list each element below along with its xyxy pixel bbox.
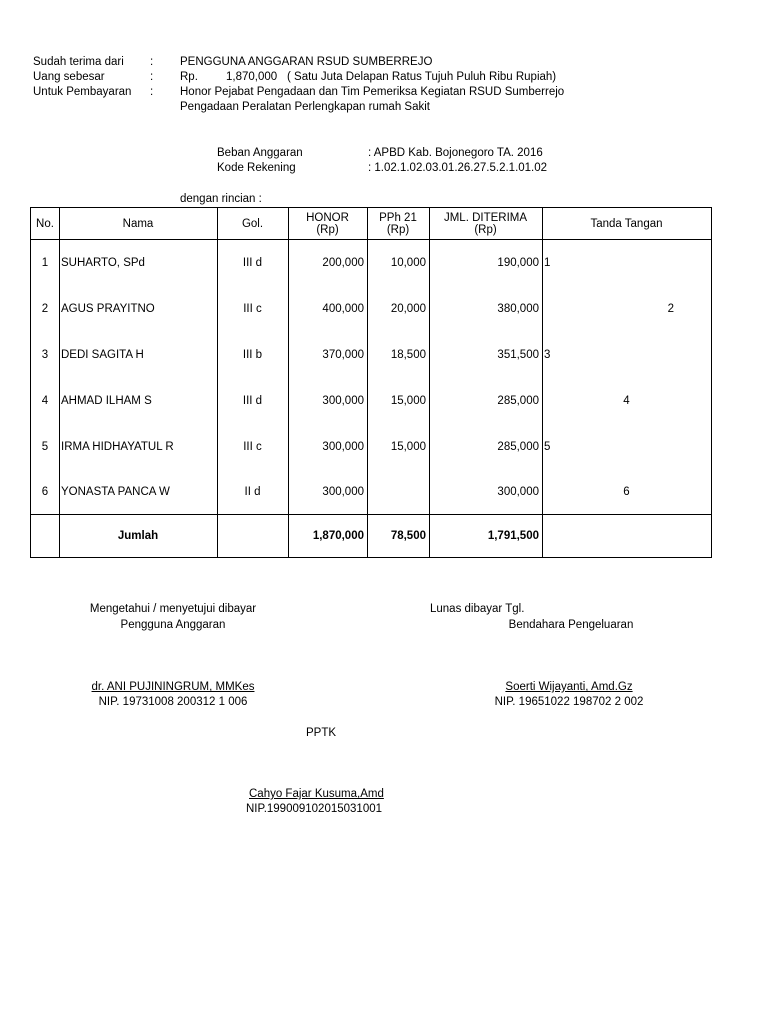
col-nama-header: Nama [122, 217, 154, 230]
colon: : [150, 56, 154, 68]
row-honor: 300,000 [322, 395, 364, 407]
colon: : [150, 86, 154, 98]
pph-header-line2: (Rp) [386, 223, 410, 236]
col-gol-header: Gol. [241, 217, 264, 230]
left-title: Mengetahui / menyetujui dibayar [89, 603, 257, 615]
table-row [31, 424, 711, 470]
row-gol: III b [242, 349, 263, 361]
total-pph: 78,500 [390, 530, 426, 542]
col-ttd-header: Tanda Tangan [590, 217, 663, 230]
row-jml: 351,500 [497, 349, 539, 361]
received-from-label: Sudah terima dari [33, 56, 124, 68]
row-honor: 300,000 [322, 441, 364, 453]
row-sign: 1 [544, 257, 551, 269]
row-sign: 6 [623, 486, 630, 498]
honor-header-line1: HONOR [306, 211, 349, 224]
beban-label: Beban Anggaran [217, 147, 303, 159]
right-name: Soerti Wijayanti, Amd.Gz [505, 681, 633, 693]
row-jml: 380,000 [497, 303, 539, 315]
col-honor-header [288, 208, 367, 239]
row-sign: 2 [667, 303, 674, 315]
row-nama: IRMA HIDHAYATUL R [61, 441, 174, 453]
col-no-header: No. [36, 217, 54, 230]
table-row [31, 378, 711, 424]
table-row [31, 240, 711, 286]
row-honor: 400,000 [322, 303, 364, 315]
row-nama: SUHARTO, SPd [61, 257, 145, 269]
received-from-value: PENGGUNA ANGGARAN RSUD SUMBERREJO [180, 56, 433, 68]
row-gol: III c [243, 441, 262, 453]
amount-words: ( Satu Juta Delapan Ratus Tujuh Puluh Ribu Rupiah) [287, 71, 557, 83]
table-row [31, 286, 711, 332]
table-row [31, 470, 711, 514]
purpose-label: Untuk Pembayaran [33, 86, 132, 98]
right-title: Lunas dibayar Tgl. [430, 603, 525, 615]
honor-header-line2: (Rp) [316, 223, 339, 236]
row-no: 3 [41, 349, 49, 361]
right-role: Bendahara Pengeluaran [508, 619, 634, 631]
col-pph-header [367, 208, 429, 239]
purpose-line-2: Pengadaan Peralatan Perlengkapan rumah Sakit [180, 101, 430, 113]
amount-label: Uang sebesar [33, 71, 105, 83]
row-sign: 3 [544, 349, 551, 361]
row-gol: III c [243, 303, 262, 315]
row-no: 1 [41, 257, 49, 269]
detail-caption: dengan rincian : [180, 193, 262, 205]
jml-header-line1: JML. DITERIMA [443, 211, 528, 224]
total-jml: 1,791,500 [487, 530, 539, 542]
pptk-title: PPTK [306, 727, 337, 739]
row-honor: 200,000 [322, 257, 364, 269]
row-sign: 5 [544, 441, 551, 453]
pph-header-line1: PPh 21 [379, 211, 417, 224]
amount-currency: Rp. [180, 71, 198, 83]
row-pph: 15,000 [390, 395, 426, 407]
row-jml: 300,000 [497, 486, 539, 498]
row-jml: 190,000 [497, 257, 539, 269]
row-nama: DEDI SAGITA H [61, 349, 144, 361]
right-nip: NIP. 19651022 198702 2 002 [494, 696, 644, 708]
row-jml: 285,000 [497, 441, 539, 453]
payment-table [30, 207, 712, 558]
row-pph: 10,000 [390, 257, 426, 269]
row-pph: 15,000 [390, 441, 426, 453]
row-gol: III d [242, 257, 263, 269]
row-nama: AHMAD ILHAM S [61, 395, 152, 407]
kode-value: : 1.02.1.02.03.01.26.27.5.2.1.01.02 [368, 162, 548, 174]
row-honor: 370,000 [322, 349, 364, 361]
row-no: 5 [41, 441, 49, 453]
amount-value: 1,870,000 [226, 71, 278, 83]
total-label: Jumlah [117, 530, 159, 542]
row-nama: YONASTA PANCA W [61, 486, 170, 498]
table-header [31, 208, 711, 239]
beban-value: : APBD Kab. Bojonegoro TA. 2016 [368, 147, 543, 159]
row-gol: III d [242, 395, 263, 407]
row-honor: 300,000 [322, 486, 364, 498]
colon: : [150, 71, 154, 83]
pptk-nip: NIP.199009102015031001 [246, 803, 383, 815]
left-role: Pengguna Anggaran [120, 619, 226, 631]
row-pph [367, 470, 429, 514]
pptk-name: Cahyo Fajar Kusuma,Amd [249, 788, 384, 800]
row-sign: 4 [623, 395, 630, 407]
jml-header-line2: (Rp) [474, 223, 497, 236]
row-gol: II d [244, 486, 261, 498]
left-nip: NIP. 19731008 200312 1 006 [98, 696, 248, 708]
table-row [31, 332, 711, 378]
total-honor: 1,870,000 [312, 530, 364, 542]
row-pph: 18,500 [390, 349, 426, 361]
row-pph: 20,000 [390, 303, 426, 315]
row-jml: 285,000 [497, 395, 539, 407]
table-total-row [31, 515, 711, 557]
left-name: dr. ANI PUJININGRUM, MMKes [91, 681, 255, 693]
row-no: 4 [41, 395, 49, 407]
purpose-line-1: Honor Pejabat Pengadaan dan Tim Pemeriksa Kegiatan RSUD Sumberrejo [180, 86, 565, 98]
row-no: 2 [41, 303, 49, 315]
col-jml-header [429, 208, 542, 239]
kode-label: Kode Rekening [217, 162, 296, 174]
row-nama: AGUS PRAYITNO [61, 303, 155, 315]
row-no: 6 [41, 486, 49, 498]
